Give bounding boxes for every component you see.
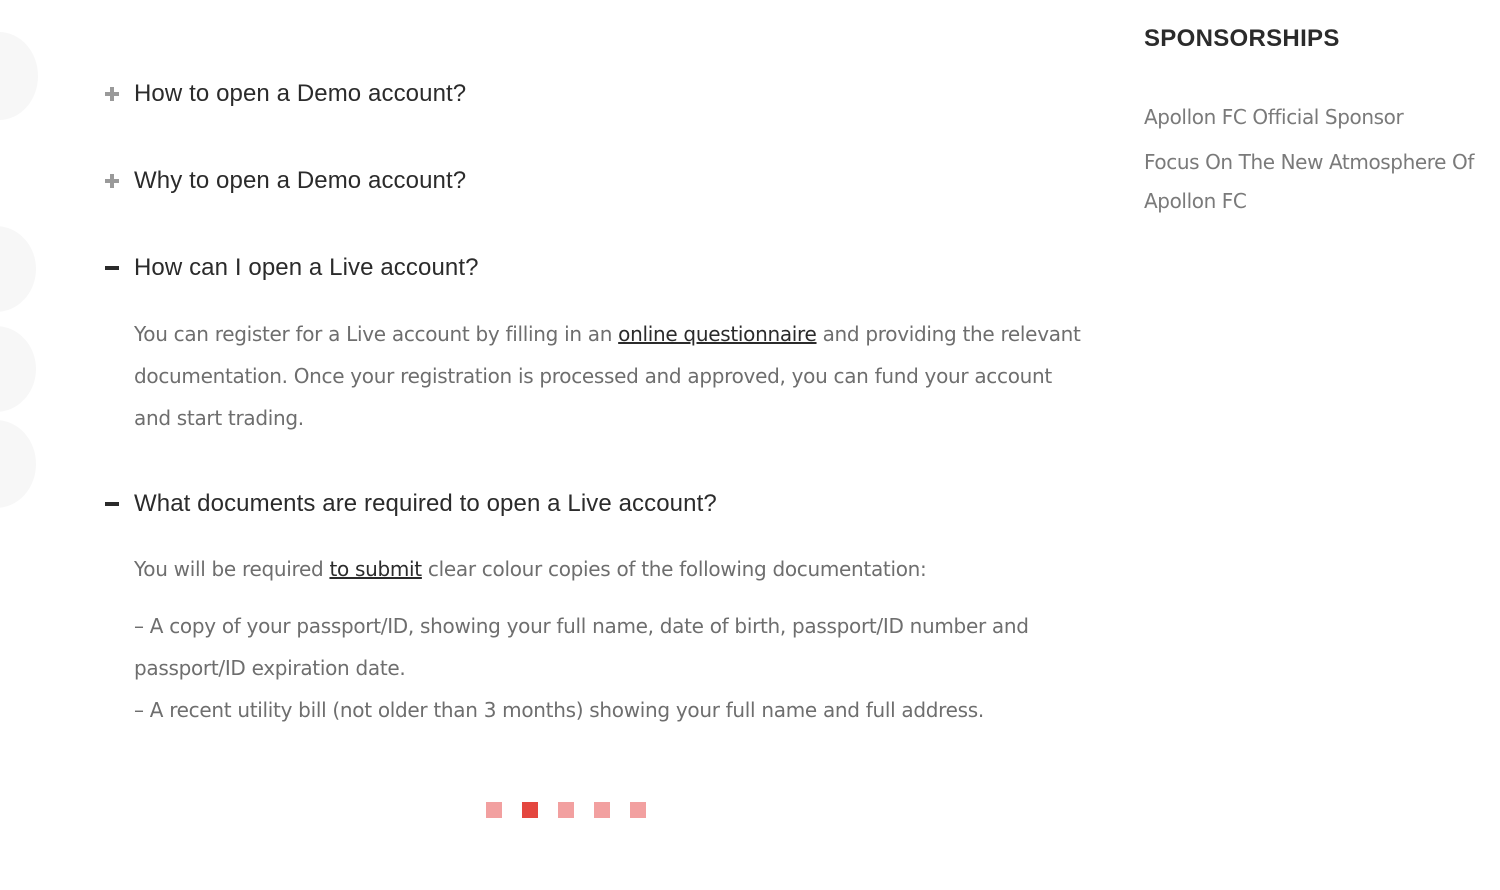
answer-text: You can register for a Live account by filling in an	[134, 322, 619, 346]
faq-answer	[134, 548, 1094, 731]
pagination-dot-3[interactable]	[558, 802, 574, 818]
plus-icon[interactable]	[104, 86, 120, 102]
faq-question-text: How to open a Demo account?	[134, 80, 467, 107]
faq-question-text: What documents are required to open a Live account?	[134, 490, 717, 517]
faq-answer-bullet: – A recent utility bill (not older than 3 months) showing your full name and full address.	[134, 698, 984, 722]
pagination-dot-4[interactable]	[594, 802, 610, 818]
faq-answer-paragraph	[134, 313, 1094, 439]
sponsorship-link-official-sponsor[interactable]: Apollon FC Official Sponsor	[1144, 105, 1404, 129]
background-circle	[0, 226, 36, 312]
pagination-dot-1[interactable]	[486, 802, 502, 818]
pagination-dot-5[interactable]	[630, 802, 646, 818]
plus-icon[interactable]	[104, 173, 120, 189]
faq-answer-bullet: – A copy of your passport/ID, showing your full name, date of birth, passport/ID number and passport/ID expiration date.	[134, 614, 1029, 680]
sponsorship-link-new-atmosphere[interactable]: Focus On The New Atmosphere Of Apollon FC	[1144, 150, 1475, 213]
faq-item	[104, 78, 1094, 110]
answer-text: and providing the relevant documentation. Once your registration is processed and approved, you can fund your account and start trading.	[134, 322, 1081, 430]
faq-item	[104, 252, 1094, 430]
background-circle	[0, 32, 38, 120]
pagination-dot-2-active[interactable]	[522, 802, 538, 818]
minus-icon[interactable]	[104, 496, 120, 512]
minus-icon[interactable]	[104, 260, 120, 276]
faq-question-text: How can I open a Live account?	[134, 254, 479, 281]
background-circle	[0, 326, 36, 412]
answer-text: clear colour copies of the following documentation:	[421, 557, 927, 581]
faq-question-documents[interactable]	[104, 488, 1094, 520]
pagination-dots	[486, 802, 646, 818]
sidebar-title: SPONSORSHIPS	[1144, 25, 1340, 52]
background-circle	[0, 420, 36, 508]
faq-item	[104, 488, 1094, 722]
faq-answer-intro	[134, 548, 1094, 590]
faq-question-demo-why[interactable]	[104, 165, 1094, 197]
answer-text: You will be required	[134, 557, 330, 581]
faq-question-text: Why to open a Demo account?	[134, 167, 467, 194]
faq-item	[104, 165, 1094, 197]
faq-question-live-how[interactable]	[104, 252, 1094, 284]
sponsorships-list	[1144, 98, 1489, 227]
submit-documents-link[interactable]: to submit	[329, 557, 422, 581]
faq-answer	[134, 313, 1094, 439]
faq-question-demo-how[interactable]	[104, 78, 1094, 110]
online-questionnaire-link[interactable]: online questionnaire	[618, 322, 817, 346]
sponsorships-sidebar	[1144, 22, 1489, 213]
